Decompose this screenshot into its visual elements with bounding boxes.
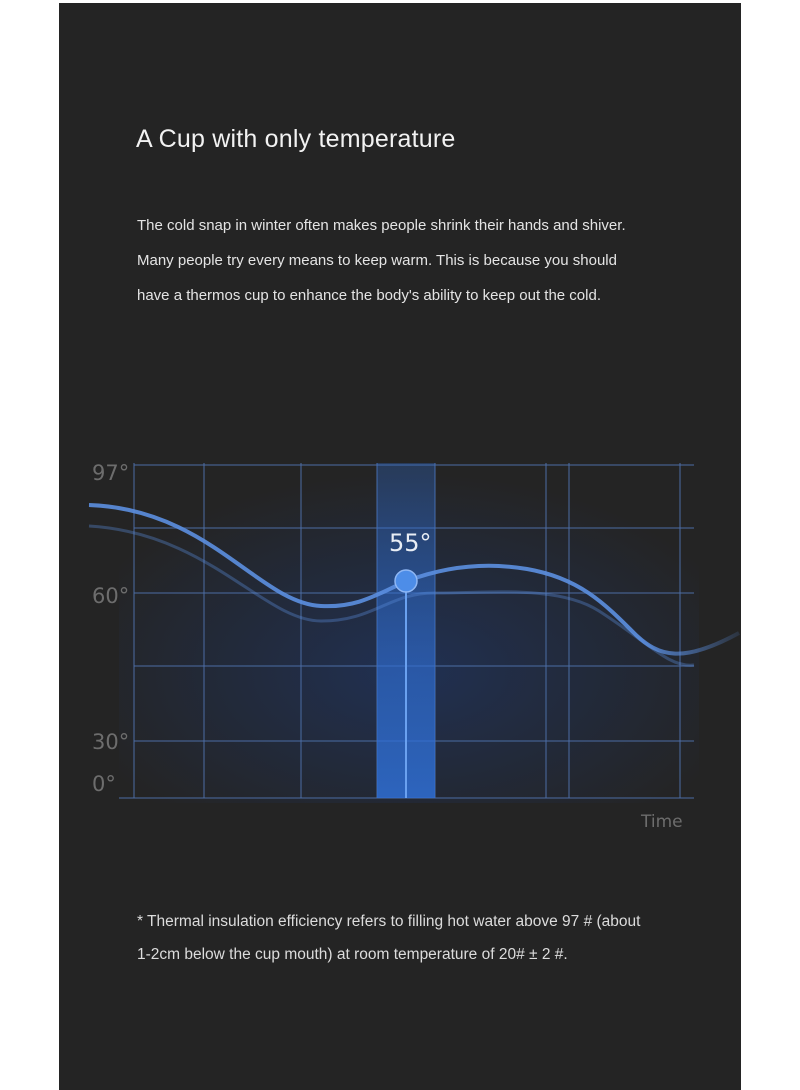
intro-line: The cold snap in winter often makes people shrink their hands and shiver. — [137, 217, 626, 234]
y-tick-label: 60° — [92, 584, 130, 608]
intro-line: Many people try every means to keep warm. This is because you should — [137, 252, 617, 269]
content-panel — [59, 3, 741, 1090]
footnote — [137, 905, 717, 971]
y-tick-label: 97° — [92, 461, 130, 485]
highlight-value-label: 55° — [389, 529, 432, 557]
highlight-marker — [395, 570, 417, 592]
y-tick-label: 30° — [92, 730, 130, 754]
page-title: A Cup with only temperature — [136, 125, 456, 153]
y-tick-label: 0° — [92, 772, 116, 796]
intro-line: have a thermos cup to enhance the body's ability to keep out the cold. — [137, 287, 601, 304]
footnote-line: * Thermal insulation efficiency refers to filling hot water above 97 # (about — [137, 913, 641, 930]
footnote-line: 1-2cm below the cup mouth) at room temperature of 20# ± 2 #. — [137, 946, 568, 963]
x-axis-label: Time — [641, 812, 683, 832]
